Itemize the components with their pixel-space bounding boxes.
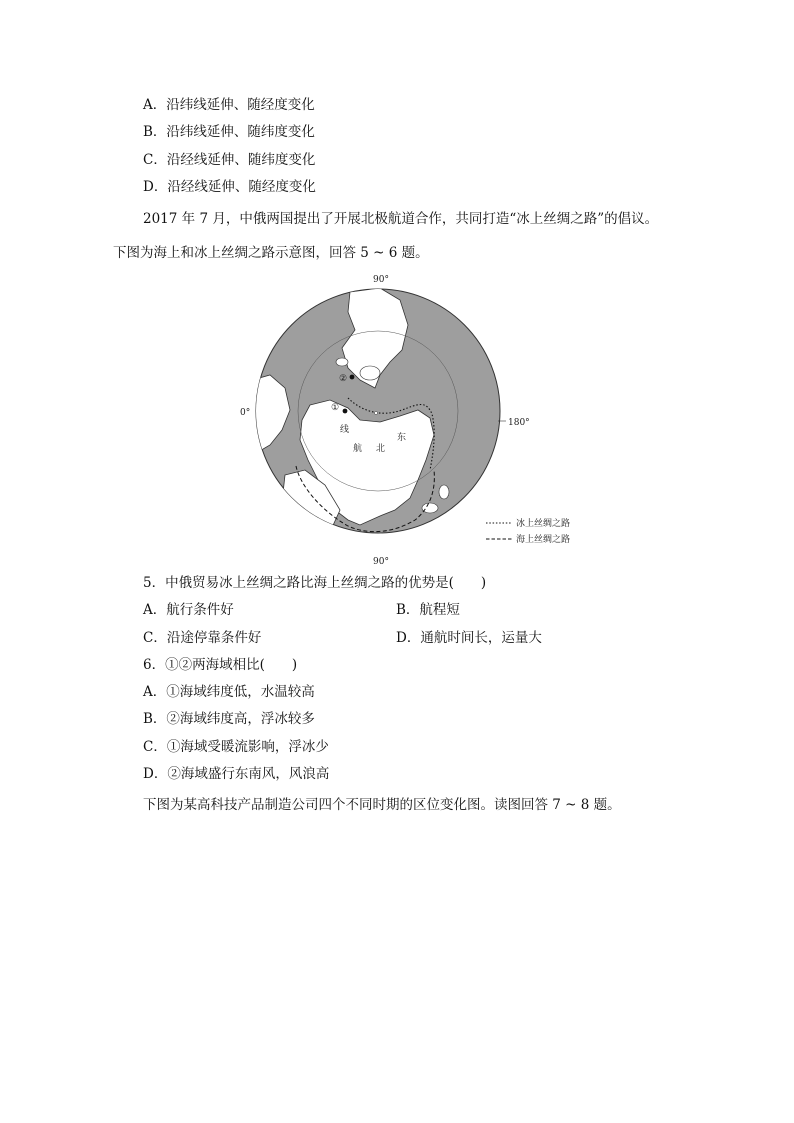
route-char-3: 北	[376, 444, 386, 454]
route-char-4: 东	[397, 433, 407, 443]
label-90-bottom: 90°	[373, 557, 389, 567]
marker-1-dot	[343, 409, 348, 414]
q5-option-c: C．沿途停靠条件好	[143, 630, 262, 646]
option-b: B．沿纬线延伸、随纬度变化	[143, 124, 315, 140]
route-char-2: 航	[353, 444, 363, 454]
route-char-1: 线	[340, 425, 350, 435]
label-90-top: 90°	[373, 275, 389, 285]
map-legend	[486, 517, 570, 545]
option-c: C．沿经线延伸、随纬度变化	[143, 152, 316, 168]
q5-option-b: B．航程短	[396, 602, 460, 618]
q6-option-a: A．①海域纬度低，水温较高	[143, 684, 315, 700]
island-4	[439, 485, 449, 499]
option-d: D．沿经线延伸、随经度变化	[143, 179, 316, 195]
q6-option-b: B．②海域纬度高，浮冰较多	[143, 711, 315, 727]
legend-sea-label: 海上丝绸之路	[516, 535, 571, 545]
marker-2-dot	[350, 375, 355, 380]
intro-paragraph: 2017 年 7 月，中俄两国提出了开展北极航道合作，共同打造“冰上丝绸之路”的倡议。	[143, 211, 659, 227]
marker-1: ①	[331, 403, 340, 413]
island-1	[336, 358, 348, 366]
polar-route-map	[230, 270, 590, 570]
q6-option-d: D．②海域盛行东南风，风浪高	[143, 766, 330, 782]
next-question-intro: 下图为某高科技产品制造公司四个不同时期的区位变化图。读图回答 7 ~ 8 题。	[143, 797, 621, 813]
intro-instruction: 下图为海上和冰上丝绸之路示意图，回答 5 ~ 6 题。	[113, 245, 429, 261]
q5-option-a: A．航行条件好	[143, 602, 234, 618]
island-3	[422, 503, 438, 513]
q5-stem: 5．中俄贸易冰上丝绸之路比海上丝绸之路的优势是( )	[143, 575, 487, 591]
option-a: A．沿纬线延伸、随经度变化	[143, 97, 315, 113]
label-180: 180°	[508, 418, 530, 428]
marker-2: ②	[339, 374, 348, 384]
island-2	[360, 366, 380, 380]
legend-ice-label: 冰上丝绸之路	[516, 519, 571, 529]
q6-option-c: C．①海域受暖流影响，浮冰少	[143, 739, 329, 755]
q6-stem: 6．①②两海域相比( )	[143, 657, 298, 673]
label-0: 0°	[240, 408, 251, 418]
q5-option-d: D．通航时间长，运量大	[396, 630, 542, 646]
